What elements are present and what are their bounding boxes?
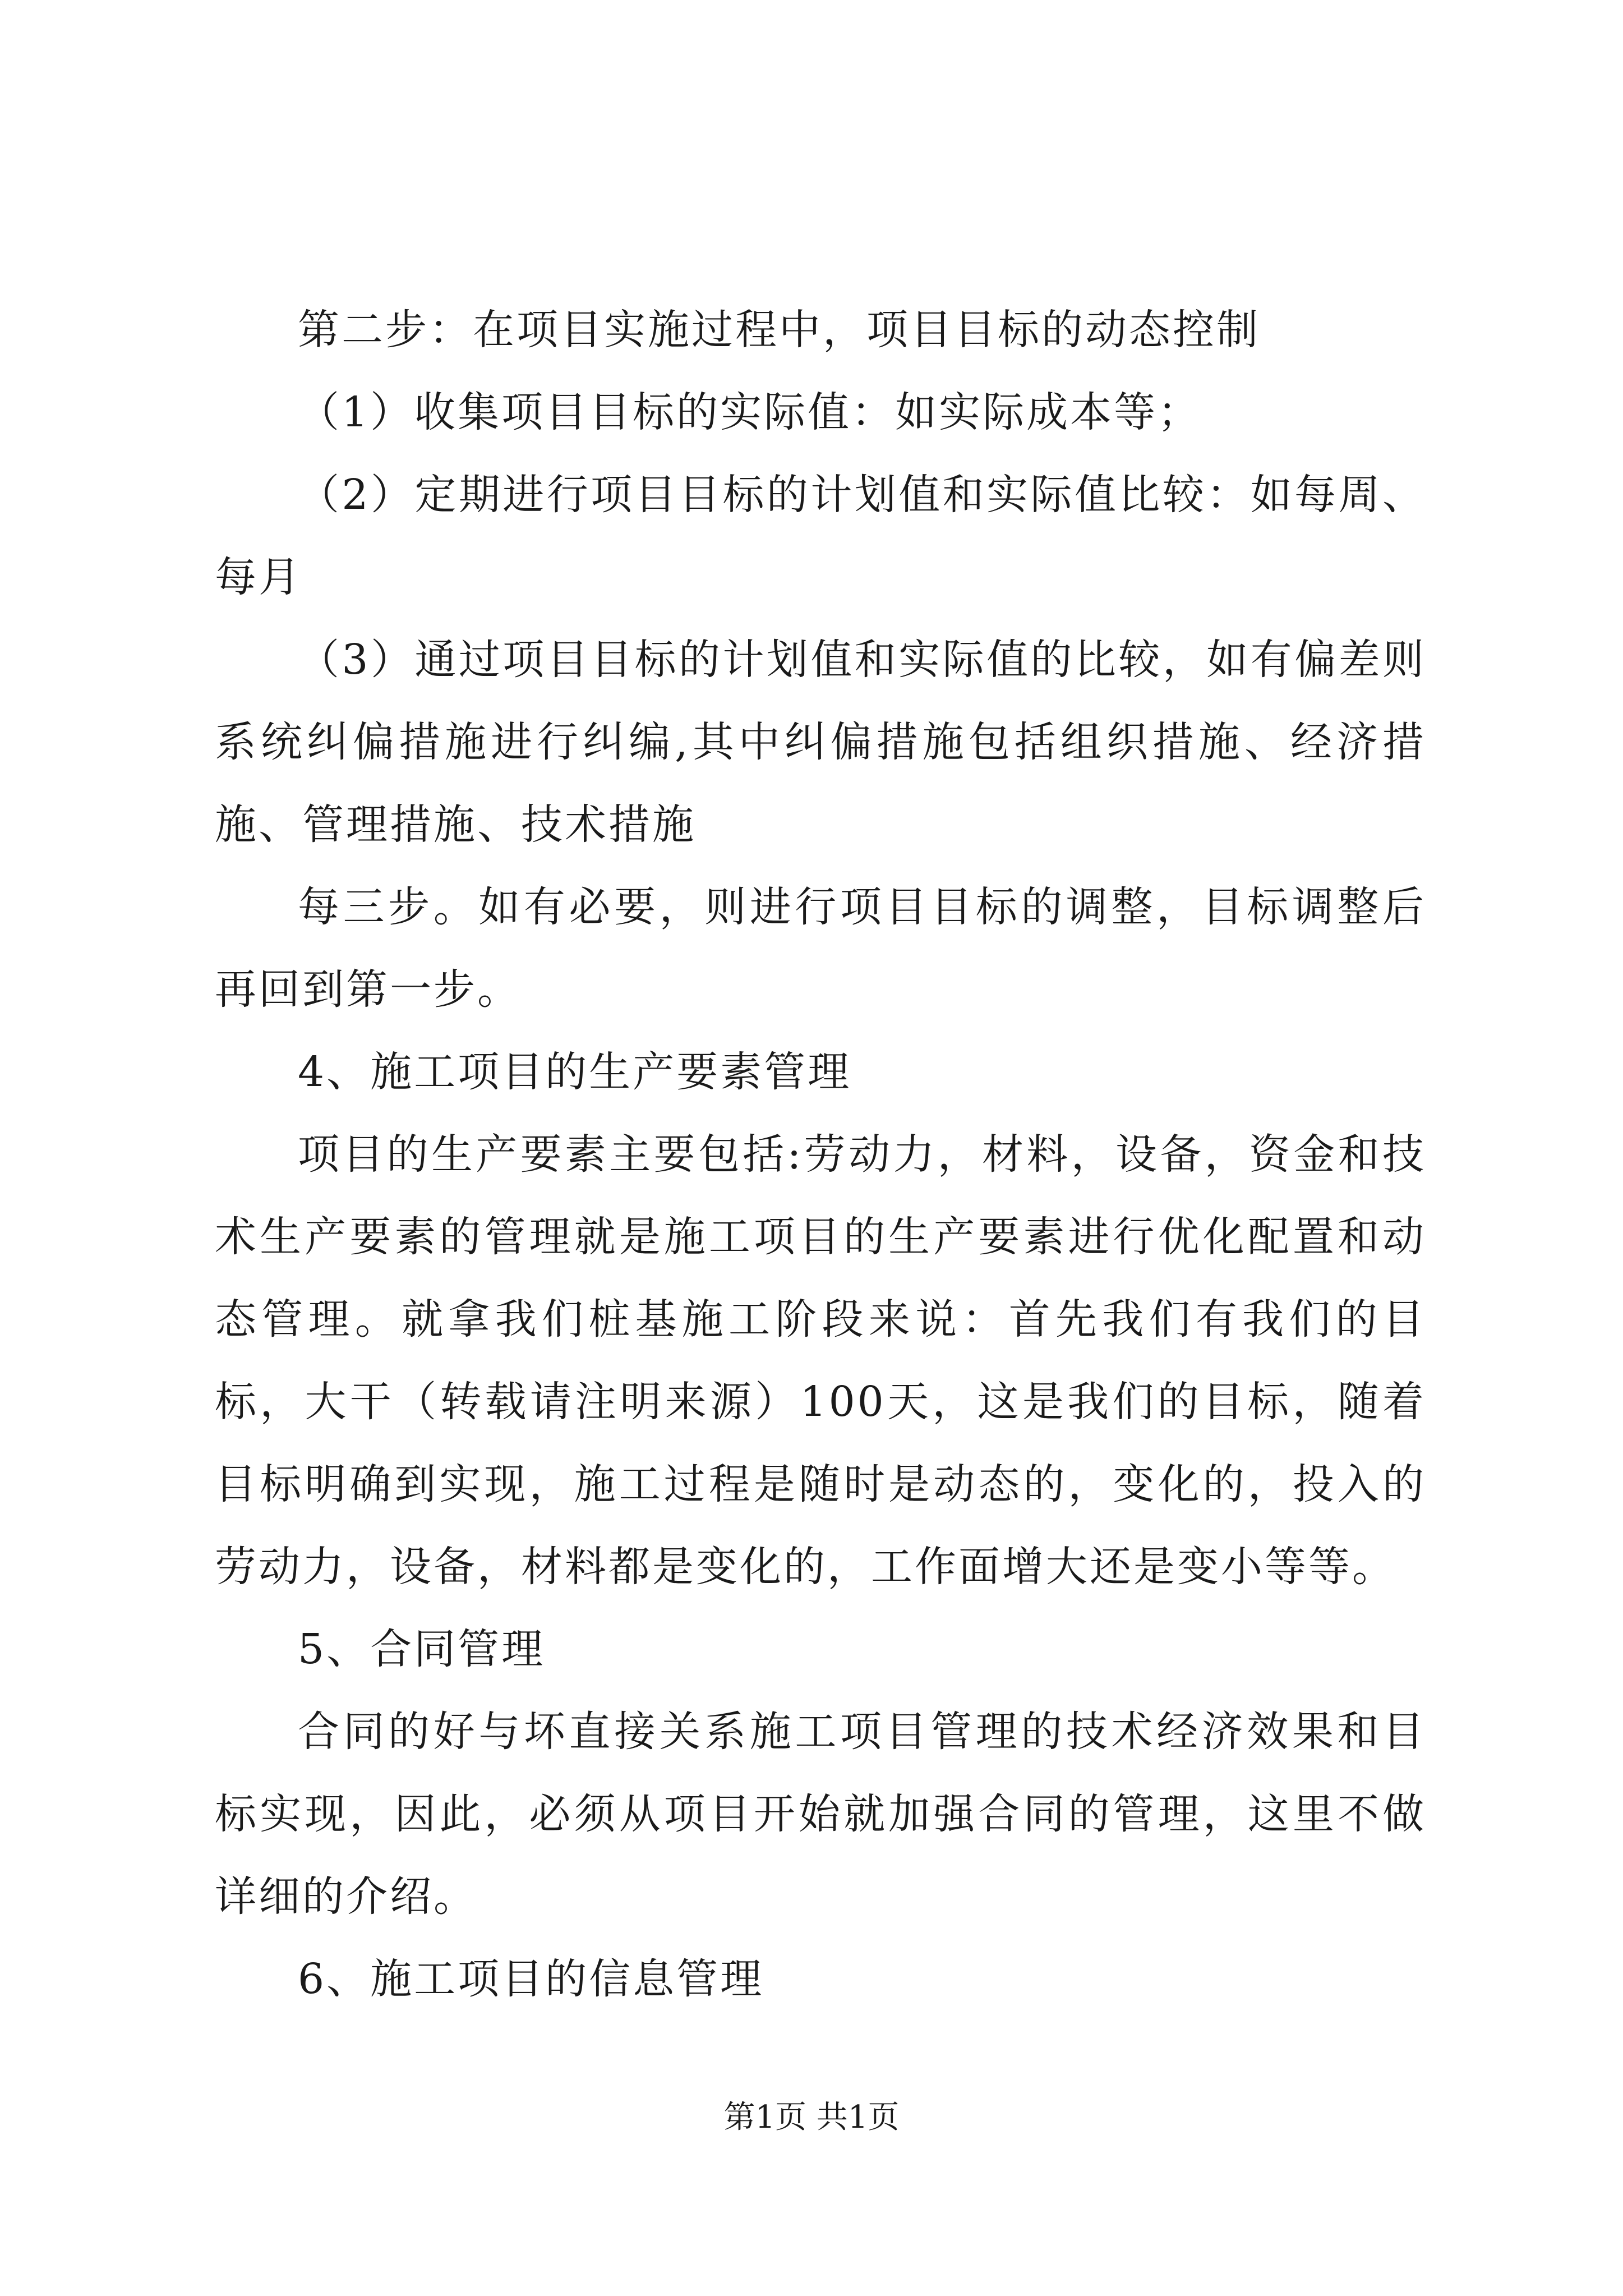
paragraph-item-3: （3）通过项目目标的计划值和实际值的比较，如有偏差则系统纠偏措施进行纠编,其中纠偏措施包括组织措施、经济措施、管理措施、技术措施 [215, 636, 1426, 849]
page-footer: 第1页 共1页 [723, 2099, 900, 2136]
paragraph-step-three: 每三步。如有必要，则进行项目目标的调整，目标调整后再回到第一步。 [215, 883, 1426, 1014]
paragraph-contract-management: 合同的好与坏直接关系施工项目管理的技术经济效果和目标实现，因此，必须从项目开始就加强合同的管理，这里不做详细的介绍。 [215, 1708, 1426, 1921]
paragraph-step-two: 第二步：在项目实施过程中，项目目标的动态控制 [298, 306, 1260, 354]
heading-section-4: 4、施工项目的生产要素管理 [298, 1048, 852, 1096]
paragraph-production-factors: 项目的生产要素主要包括:劳动力，材料，设备，资金和技术生产要素的管理就是施工项目的生产要素进行优化配置和动态管理。就拿我们桩基施工阶段来说：首先我们有我们的目标，大干（转载请注明来源）100天，这是我们的目标，随着目标明确到实现，施工过程是随时是动态的，变化的，投入的劳动力，设备，材料都是变化的，工作面增大还是变小等等。 [215, 1130, 1426, 1591]
paragraph-item-2: （2）定期进行项目目标的计划值和实际值比较：如每周、每月 [215, 471, 1426, 601]
heading-section-5: 5、合同管理 [298, 1625, 546, 1673]
paragraph-item-1: （1）收集项目目标的实际值：如实际成本等； [298, 388, 1202, 436]
document-body [215, 289, 1426, 2021]
heading-section-6: 6、施工项目的信息管理 [298, 1955, 764, 2003]
